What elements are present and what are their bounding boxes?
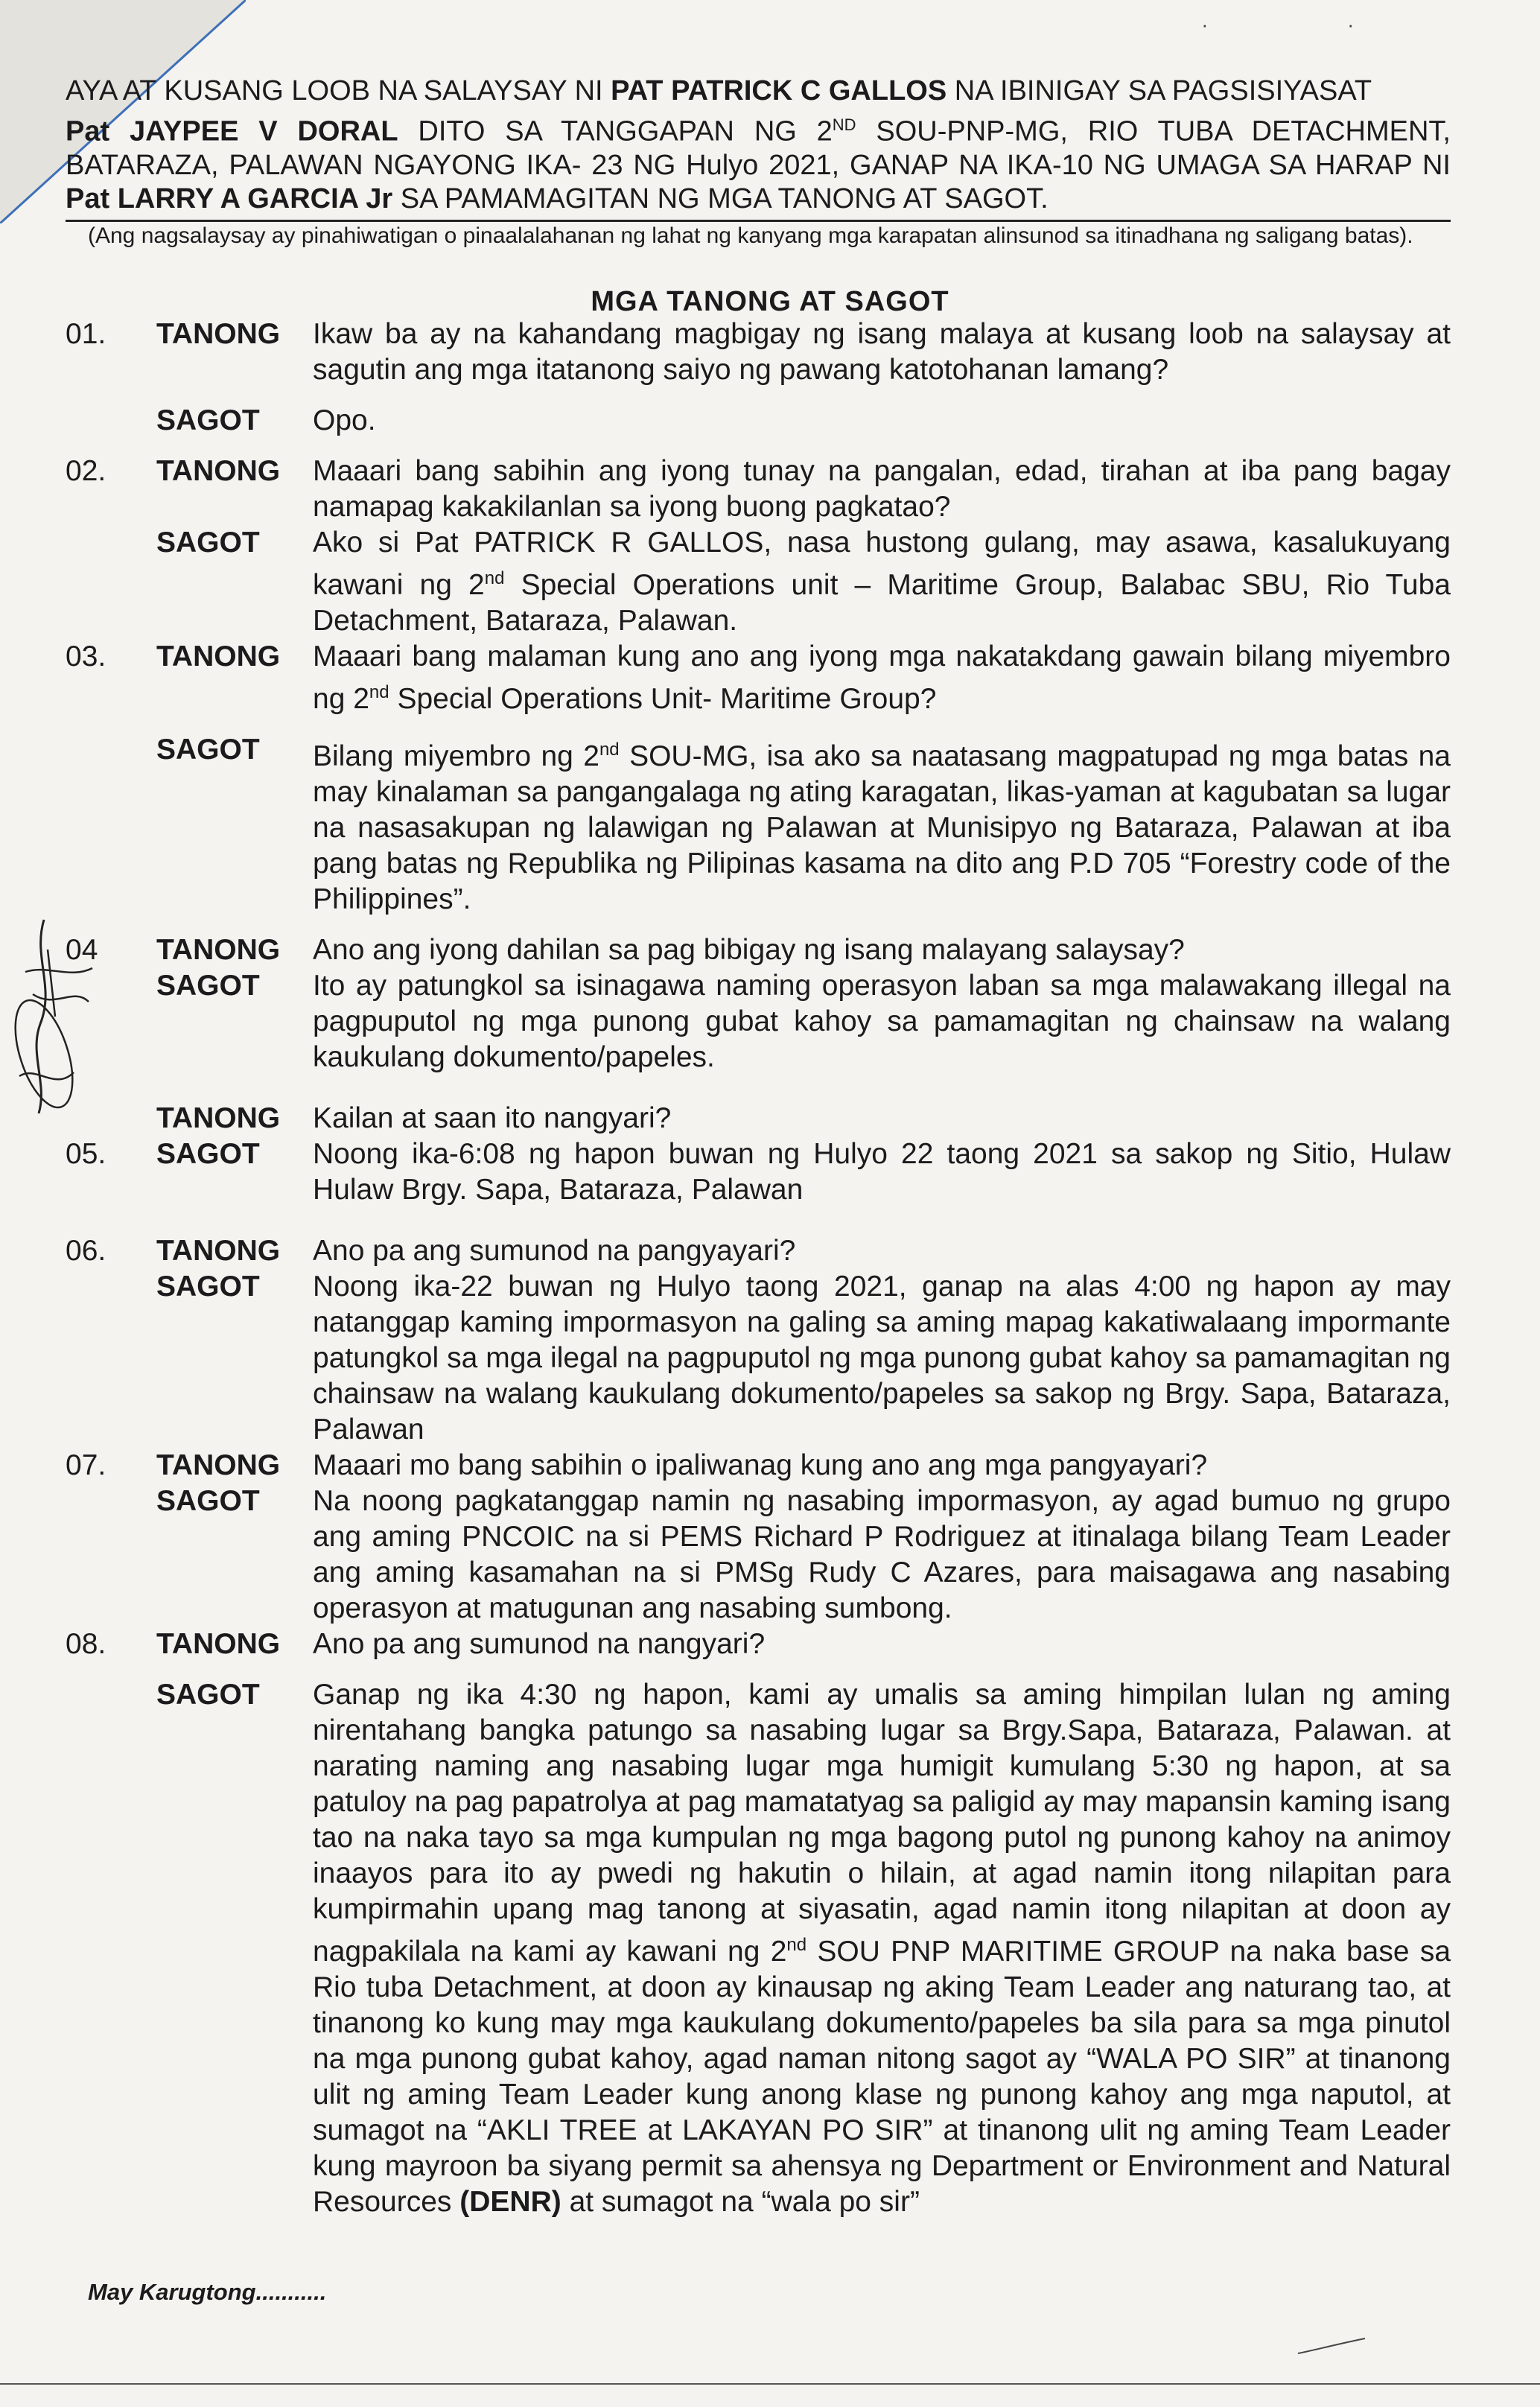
- qa-question-05: [66, 1101, 1451, 1136]
- answer-text: Bilang miyembro ng 2nd SOU-MG, isa ako sa naatasang magpatupad ng mga batas na may kinalaman sa pangangalaga ng ating karagatan, likas-yaman at kagubatan sa lugar na nasasakupan ng lalawigan ng Palawan at Munisipyo ng Bataraza, Palawan at iba pang batas ng Republika ng Pilipinas kasama na dito ang P.D 705 “Forestry code of the Philippines”.: [313, 740, 1451, 915]
- item-number: 08.: [66, 1628, 106, 1660]
- item-number: 01.: [66, 318, 106, 350]
- qa-question-01: [66, 317, 1451, 388]
- header-text-1: AYA AT KUSANG LOOB NA SALAYSAY NI: [66, 75, 611, 106]
- item-number: 04: [66, 934, 98, 966]
- qa-question-03: [66, 639, 1451, 717]
- question-text: Ano pa ang sumunod na pangyayari?: [313, 1235, 796, 1267]
- header-sup: ND: [832, 115, 856, 134]
- tanong-label: TANONG: [156, 318, 281, 350]
- item-number: 05.: [66, 1138, 106, 1170]
- tanong-label: TANONG: [156, 1102, 281, 1134]
- qa-question-07: [66, 1448, 1451, 1484]
- tanong-label: TANONG: [156, 1449, 281, 1481]
- item-number: 03.: [66, 640, 106, 673]
- qa-answer-06: [66, 1269, 1451, 1448]
- qa-question-04: [66, 932, 1451, 968]
- section-title: MGA TANONG AT SAGOT: [591, 286, 949, 317]
- item-number: 06.: [66, 1235, 106, 1267]
- sagot-label: SAGOT: [156, 1485, 260, 1517]
- sagot-label: SAGOT: [156, 1271, 260, 1303]
- question-text: Ano ang iyong dahilan sa pag bibigay ng isang malayang salaysay?: [313, 934, 1185, 966]
- scan-specks: · ·: [1201, 13, 1421, 36]
- sagot-label: SAGOT: [156, 404, 260, 436]
- investigator-name: Pat JAYPEE V DORAL: [66, 115, 398, 147]
- item-number: 02.: [66, 455, 106, 487]
- header-text-2: NA IBINIGAY SA PAGSISIYASAT: [946, 75, 1372, 106]
- sagot-label: SAGOT: [156, 1679, 260, 1711]
- pen-mark: [1294, 2335, 1369, 2357]
- header-text-3: DITO SA TANGGAPAN NG 2: [398, 115, 833, 147]
- answer-text: Ako si Pat PATRICK R GALLOS, nasa hustong gulang, may asawa, kasalukuyang kawani ng 2nd Special Operations unit – Maritime Group, Balabac SBU, Rio Tuba Detachment, Bataraza, Palawan.: [313, 527, 1451, 637]
- continuation-note: May Karugtong...........: [88, 2279, 327, 2305]
- qa-question-08: [66, 1627, 1451, 1662]
- question-text: Maaari mo bang sabihin o ipaliwanag kung ano ang mga pangyayari?: [313, 1449, 1208, 1481]
- sagot-label: SAGOT: [156, 970, 260, 1002]
- item-number: 07.: [66, 1449, 106, 1481]
- answer-text: Opo.: [313, 404, 376, 436]
- question-text: Ikaw ba ay na kahandang magbigay ng isang malaya at kusang loob na salaysay at sagutin ang mga itatanong saiyo ng pawang katotohanan lamang?: [313, 318, 1451, 386]
- handwritten-signature: [3, 905, 115, 1128]
- question-text: Ano pa ang sumunod na nangyari?: [313, 1628, 766, 1660]
- qa-answer-03: [66, 732, 1451, 918]
- header-text-4: SOU-PNP-MG, RIO TUBA DETACHMENT, BATARAZA, PALAWAN NGAYONG IKA- 23 NG Hulyo 2021, GANAP NA IKA-10 NG UMAGA SA HARAP NI: [66, 115, 1451, 181]
- rights-reminder: (Ang nagsalaysay ay pinahiwatigan o pinaalalahanan ng lahat ng kanyang mga karapatan alinsunod sa itinadhana ng saligang batas).: [88, 223, 1413, 248]
- answer-text: Na noong pagkatanggap namin ng nasabing impormasyon, ay agad bumuo ng grupo ang aming PNCOIC na si PEMS Richard P Rodriguez at itinalaga bilang Team Leader ang aming kasamahan na si PMSg Rudy C Azares, para maisagawa ang nasabing operasyon at matugunan ang nasabing sumbong.: [313, 1485, 1451, 1624]
- qa-list: [66, 317, 1451, 2220]
- affiant-name: PAT PATRICK C GALLOS: [611, 75, 947, 106]
- question-text: Kailan at saan ito nangyari?: [313, 1102, 672, 1134]
- sagot-label: SAGOT: [156, 734, 260, 766]
- header-divider: [66, 220, 1451, 222]
- tanong-label: TANONG: [156, 1235, 281, 1267]
- question-text: Maaari bang sabihin ang iyong tunay na pangalan, edad, tirahan at iba pang bagay namapag kakakilanlan sa iyong buong pagkatao?: [313, 455, 1451, 523]
- qa-question-02: [66, 454, 1451, 525]
- qa-answer-04: [66, 968, 1451, 1075]
- page-bottom-edge: [0, 2383, 1540, 2385]
- qa-answer-02: [66, 525, 1451, 639]
- sagot-label: SAGOT: [156, 1138, 260, 1170]
- tanong-label: TANONG: [156, 1628, 281, 1660]
- qa-answer-05: [66, 1136, 1451, 1208]
- statement-header: [66, 74, 1451, 216]
- qa-answer-08: [66, 1677, 1451, 2220]
- witness-name: Pat LARRY A GARCIA Jr: [66, 182, 393, 214]
- answer-text: Ganap ng ika 4:30 ng hapon, kami ay umalis sa aming himpilan lulan ng aming nirentahang bangka patungo sa nasabing lugar sa Brgy.Sapa, Bataraza, Palawan. at narating naming ang nasabing lugar mga humigit kumulang 5:30 ng hapon, at sa patuloy na pag papatrolya at pag mamatatyag sa paligid ay may mapansin kaming isang tao na naka tayo sa mga kumpulan ng mga bagong putol ng punong kahoy na animoy inaayos para ito ay pwedi ng hakutin o hilain, at agad namin itong nilapitan para kumpirmahin upang mag tanong at siyasatin, agad namin itong nilapitan at doon ay nagpakilala na kami ay kawani ng 2nd SOU PNP MARITIME GROUP na naka base sa Rio tuba Detachment, at doon ay kinausap ng aking Team Leader ang naturang tao, at tinanong ko kung may mga kaukulang dokumento/papeles ba sila para sa mga pinutol na mga punong gubat kahoy, agad naman nitong sagot ay “WALA PO SIR” at tinanong ulit ng aming Team Leader kung anong klase ng punong kahoy ang mga naputol, at sumagot na “AKLI TREE at LAKAYAN PO SIR” at tinanong ulit ng aming Team Leader kung mayroon ba siyang permit sa ahensya ng Department or Environment and Natural Resources (DENR) at sumagot na “wala po sir”: [313, 1679, 1451, 2218]
- qa-answer-01: [66, 403, 1451, 439]
- sagot-label: SAGOT: [156, 527, 260, 559]
- tanong-label: TANONG: [156, 934, 281, 966]
- qa-question-06: [66, 1233, 1451, 1269]
- qa-answer-07: [66, 1484, 1451, 1627]
- answer-text: Noong ika-6:08 ng hapon buwan ng Hulyo 22 taong 2021 sa sakop ng Sitio, Hulaw Hulaw Brgy. Sapa, Bataraza, Palawan: [313, 1138, 1451, 1206]
- header-text-5: SA PAMAMAGITAN NG MGA TANONG AT SAGOT.: [392, 182, 1049, 214]
- tanong-label: TANONG: [156, 455, 281, 487]
- answer-text: Ito ay patungkol sa isinagawa naming operasyon laban sa mga malawakang illegal na pagpuputol ng mga punong gubat kahoy sa pamamagitan ng chainsaw na walang kaukulang dokumento/papeles.: [313, 970, 1451, 1073]
- answer-text: Noong ika-22 buwan ng Hulyo taong 2021, ganap na alas 4:00 ng hapon ay may natanggap kaming impormasyon na galing sa aming mapag kakatiwalaang impormante patungkol sa mga ilegal na pagpuputol ng mga punong gubat kahoy sa pamamagitan ng chainsaw na walang kaukulang dokumento/papeles sa sakop ng Brgy. Sapa, Bataraza, Palawan: [313, 1271, 1451, 1446]
- tanong-label: TANONG: [156, 640, 281, 673]
- question-text: Maaari bang malaman kung ano ang iyong mga nakatakdang gawain bilang miyembro ng 2nd Special Operations Unit- Maritime Group?: [313, 640, 1451, 715]
